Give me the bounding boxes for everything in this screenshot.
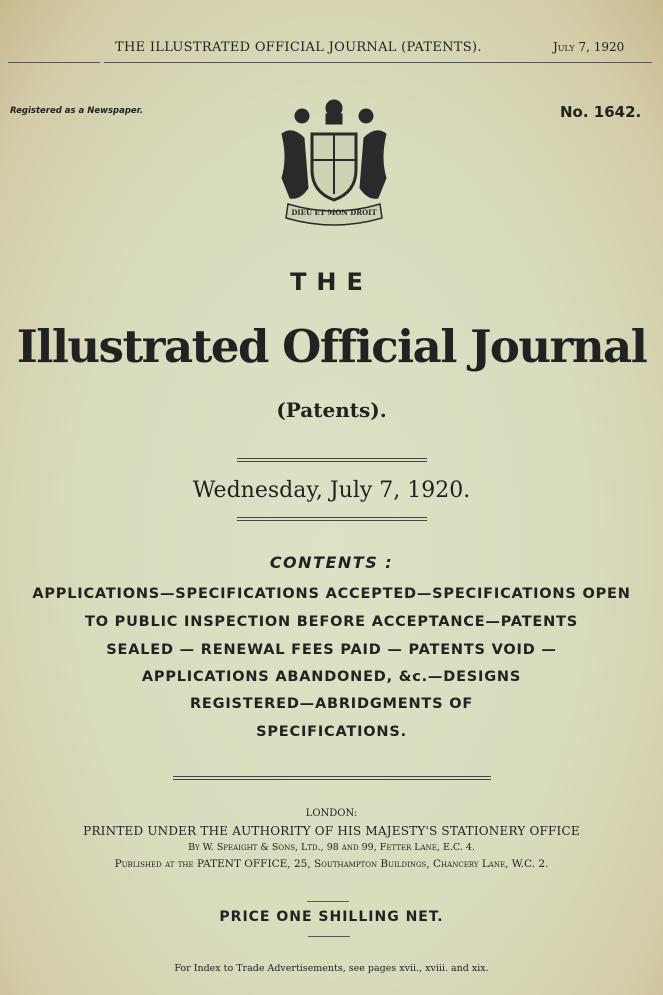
- contents-line: SPECIFICATIONS.: [256, 724, 407, 740]
- imprint-printed: PRINTED UNDER THE AUTHORITY OF HIS MAJESTY'S STATIONERY OFFICE: [83, 824, 580, 838]
- contents-line: APPLICATIONS—SPECIFICATIONS ACCEPTED—SPECIFICATIONS OPEN: [32, 586, 631, 602]
- journal-subtitle: (Patents).: [276, 398, 387, 422]
- contents-line: REGISTERED—ABRIDGMENTS OF: [189, 696, 474, 712]
- crest-motto: DIEU ET MON DROIT: [291, 208, 377, 217]
- imprint-london: LONDON:: [305, 808, 358, 819]
- contents-line: APPLICATIONS ABANDONED, &c.—DESIGNS: [141, 669, 522, 685]
- header-rule-left: [8, 62, 100, 63]
- contents-line: SEALED — RENEWAL FEES PAID — PATENTS VOID —: [106, 642, 557, 658]
- index-note: For Index to Trade Advertisements, see pages xvii., xviii. and xix.: [174, 963, 489, 974]
- header-rule: [104, 62, 652, 63]
- divider: [237, 517, 427, 521]
- price: PRICE ONE SHILLING NET.: [219, 909, 444, 925]
- running-header-title: THE ILLUSTRATED OFFICIAL JOURNAL (PATENTS).: [115, 40, 482, 55]
- issue-number: No. 1642.: [560, 103, 642, 121]
- divider: [237, 458, 427, 462]
- imprint-printer: By W. Speaight & Sons, Ltd., 98 and 99, Fetter Lane, E.C. 4.: [188, 842, 475, 853]
- registered-note: Registered as a Newspaper.: [10, 106, 143, 116]
- imprint-publisher: Published at the PATENT OFFICE, 25, Southampton Buildings, Chancery Lane, W.C. 2.: [114, 858, 549, 870]
- journal-title: Illustrated Official Journal: [16, 320, 647, 373]
- contents-heading: CONTENTS :: [269, 553, 394, 572]
- running-header-date: July 7, 1920: [553, 40, 625, 54]
- divider: [308, 936, 350, 937]
- contents-line: TO PUBLIC INSPECTION BEFORE ACCEPTANCE—PATENTS: [85, 614, 578, 630]
- issue-date: Wednesday, July 7, 1920.: [192, 478, 471, 503]
- divider: [307, 901, 349, 902]
- divider: [173, 776, 491, 780]
- title-the: THE: [290, 268, 373, 296]
- royal-coat-of-arms-icon: [272, 94, 396, 232]
